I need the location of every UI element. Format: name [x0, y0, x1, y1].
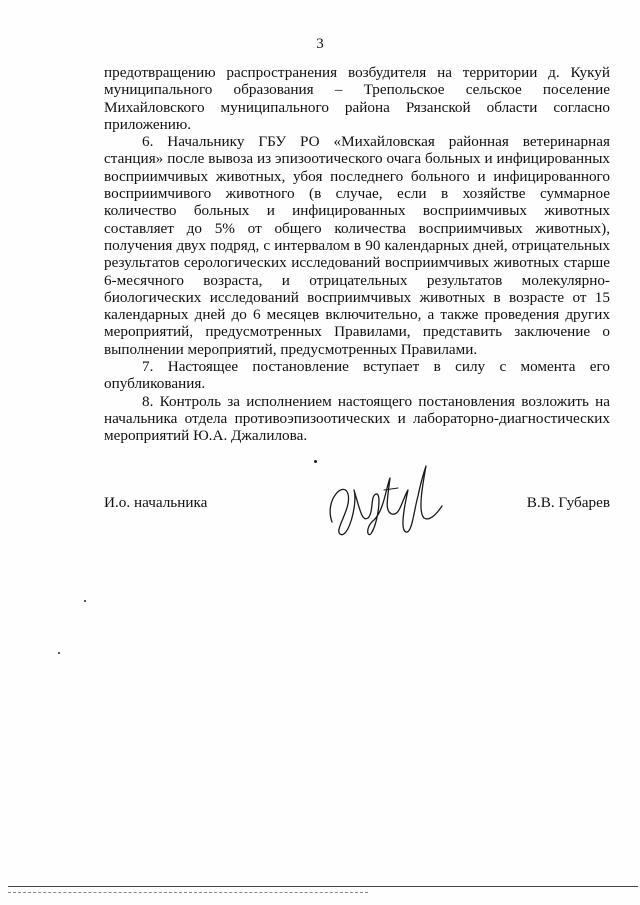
- document-body: [104, 64, 610, 445]
- page-bottom-edge: [8, 886, 638, 887]
- page-number: 3: [316, 36, 324, 52]
- paragraph-7: 7. Настоящее постановление вступает в силу с момента его опубликования.: [104, 358, 610, 393]
- scan-speck: [58, 652, 60, 654]
- signer-position: И.о. начальника: [104, 494, 208, 511]
- signature-block: [104, 488, 610, 548]
- scan-speck: [84, 600, 86, 602]
- paragraph-6: 6. Начальнику ГБУ РО «Михайловская районная ветеринарная станция» после вывоза из эпизоотического очага больных и инфицированных восприимчивых животных, убоя последнего больного и инфицированного восприимчивого животного (в случае, если в хозяйстве суммарное количество больных и инфицированных восприимчивых животных составляет до 5% от общего количества восприимчивых животных), получения двух подряд, с интервалом в 90 календарных дней, отрицательных результатов серологических исследований восприимчивых животных старше 6-месячного возраста, и отрицательных результатов молекулярно-биологических исследований восприимчивых животных в возрасте от 15 календарных дней до 6 месяцев включительно, а также проведения других мероприятий, предусмотренных Правилами, представить заключение о выполнении мероприятий, предусмотренных Правилами.: [104, 133, 610, 358]
- handwritten-signature: [314, 460, 444, 550]
- paragraph-8: 8. Контроль за исполнением настоящего постановления возложить на начальника отдела противоэпизоотических и лабораторно-диагностических мероприятий Ю.А. Джалилова.: [104, 392, 610, 445]
- signer-name: В.В. Губарев: [526, 494, 610, 511]
- paragraph-continued: предотвращению распространения возбудителя на территории д. Кукуй муниципального образования – Трепольское сельское поселение Михайловского муниципального района Рязанской области согласно приложению.: [104, 64, 610, 133]
- page-bottom-edge-shadow: [8, 892, 368, 893]
